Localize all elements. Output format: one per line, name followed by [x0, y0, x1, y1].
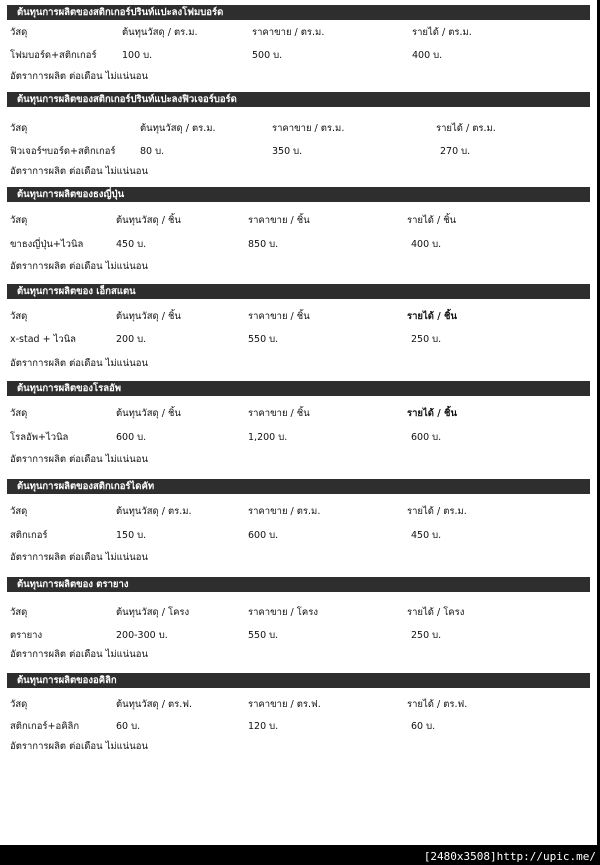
- row-material: สติกเกอร์: [10, 530, 48, 541]
- row-income: 400 บ.: [412, 50, 443, 61]
- row-cost: 200-300 บ.: [116, 630, 168, 641]
- row-material: ขาธงญี่ปุ่น+ไวนิล: [10, 239, 84, 250]
- header-income: รายได้ / ชิ้น: [407, 215, 457, 226]
- row-cost: 450 บ.: [116, 239, 147, 250]
- header-price: ราคาขาย / ตร.ม.: [252, 27, 325, 38]
- header-material: วัสดุ: [10, 123, 28, 134]
- production-rate-note: อัตราการผลิต ต่อเดือน ไม่แน่นอน: [10, 741, 148, 752]
- row-income: 60 บ.: [411, 721, 436, 732]
- row-material: ฟิวเจอร์ฯบอร์ด+สติกเกอร์: [10, 146, 116, 157]
- row-income: 600 บ.: [411, 432, 442, 443]
- row-price: 350 บ.: [272, 146, 303, 157]
- header-price: ราคาขาย / โครง: [248, 607, 318, 618]
- section-header: ต้นทุนการผลิตของอคิลิก: [7, 673, 590, 688]
- row-price: 550 บ.: [248, 334, 279, 345]
- header-price: ราคาขาย / ชิ้น: [248, 311, 310, 322]
- section-header: ต้นทุนการผลิตของธงญี่ปุ่น: [7, 187, 590, 202]
- section-header: ต้นทุนการผลิตของสติกเกอร์ปรินท์แปะลงโฟมบอร์ด: [7, 5, 590, 20]
- header-material: วัสดุ: [10, 27, 28, 38]
- production-rate-note: อัตราการผลิต ต่อเดือน ไม่แน่นอน: [10, 261, 148, 272]
- production-rate-note: อัตราการผลิต ต่อเดือน ไม่แน่นอน: [10, 71, 148, 82]
- header-material: วัสดุ: [10, 408, 28, 419]
- row-price: 600 บ.: [248, 530, 279, 541]
- header-income: รายได้ / ตร.ม.: [412, 27, 472, 38]
- row-price: 1,200 บ.: [248, 432, 288, 443]
- header-price: ราคาขาย / ชิ้น: [248, 215, 310, 226]
- header-material: วัสดุ: [10, 699, 28, 710]
- row-price: 850 บ.: [248, 239, 279, 250]
- section-header: ต้นทุนการผลิตของสติกเกอร์ไดคัท: [7, 479, 590, 494]
- row-income: 250 บ.: [411, 630, 442, 641]
- header-cost: ต้นทุนวัสดุ / ตร.ม.: [122, 27, 198, 38]
- header-cost: ต้นทุนวัสดุ / ชิ้น: [116, 408, 181, 419]
- row-material: โฟมบอร์ด+สติกเกอร์: [10, 50, 97, 61]
- header-material: วัสดุ: [10, 311, 28, 322]
- row-income: 270 บ.: [440, 146, 471, 157]
- row-material: x-stad + ไวนิล: [10, 334, 77, 345]
- row-cost: 600 บ.: [116, 432, 147, 443]
- row-income: 250 บ.: [411, 334, 442, 345]
- header-price: ราคาขาย / ชิ้น: [248, 408, 310, 419]
- row-price: 500 บ.: [252, 50, 283, 61]
- row-cost: 60 บ.: [116, 721, 141, 732]
- section-header: ต้นทุนการผลิตของโรลอัพ: [7, 381, 590, 396]
- production-rate-note: อัตราการผลิต ต่อเดือน ไม่แน่นอน: [10, 649, 148, 660]
- header-income: รายได้ / ชิ้น: [407, 408, 457, 419]
- header-material: วัสดุ: [10, 607, 28, 618]
- row-material: โรลอัพ+ไวนิล: [10, 432, 69, 443]
- row-material: ตรายาง: [10, 630, 43, 641]
- section-header: ต้นทุนการผลิตของสติกเกอร์ปรินท์แปะลงฟิวเจอร์บอร์ด: [7, 92, 590, 107]
- row-income: 450 บ.: [411, 530, 442, 541]
- production-rate-note: อัตราการผลิต ต่อเดือน ไม่แน่นอน: [10, 454, 148, 465]
- row-cost: 150 บ.: [116, 530, 147, 541]
- header-price: ราคาขาย / ตร.ม.: [248, 506, 321, 517]
- section-header: ต้นทุนการผลิตของ เอ็กสแตน: [7, 284, 590, 299]
- header-income: รายได้ / ตร.ม.: [407, 506, 467, 517]
- row-cost: 200 บ.: [116, 334, 147, 345]
- header-income: รายได้ / โครง: [407, 607, 465, 618]
- header-cost: ต้นทุนวัสดุ / ชิ้น: [116, 311, 181, 322]
- production-rate-note: อัตราการผลิต ต่อเดือน ไม่แน่นอน: [10, 166, 148, 177]
- header-cost: ต้นทุนวัสดุ / ชิ้น: [116, 215, 181, 226]
- section-header: ต้นทุนการผลิตของ ตรายาง: [7, 577, 590, 592]
- image-size-watermark: [2480x3508]http://upic.me/: [423, 850, 596, 863]
- header-income: รายได้ / ตร.ม.: [436, 123, 496, 134]
- header-cost: ต้นทุนวัสดุ / ตร.ม.: [116, 506, 192, 517]
- header-price: ราคาขาย / ตร.ฟ.: [248, 699, 321, 710]
- row-price: 550 บ.: [248, 630, 279, 641]
- row-material: สติกเกอร์+อคิลิก: [10, 721, 80, 732]
- header-material: วัสดุ: [10, 506, 28, 517]
- row-cost: 100 บ.: [122, 50, 153, 61]
- header-material: วัสดุ: [10, 215, 28, 226]
- header-price: ราคาขาย / ตร.ม.: [272, 123, 345, 134]
- row-cost: 80 บ.: [140, 146, 165, 157]
- row-income: 400 บ.: [411, 239, 442, 250]
- row-price: 120 บ.: [248, 721, 279, 732]
- production-rate-note: อัตราการผลิต ต่อเดือน ไม่แน่นอน: [10, 358, 148, 369]
- header-cost: ต้นทุนวัสดุ / ตร.ม.: [140, 123, 216, 134]
- header-cost: ต้นทุนวัสดุ / ตร.ฟ.: [116, 699, 192, 710]
- header-income: รายได้ / ตร.ฟ.: [407, 699, 468, 710]
- header-cost: ต้นทุนวัสดุ / โครง: [116, 607, 190, 618]
- production-rate-note: อัตราการผลิต ต่อเดือน ไม่แน่นอน: [10, 552, 148, 563]
- header-income: รายได้ / ชิ้น: [407, 311, 457, 322]
